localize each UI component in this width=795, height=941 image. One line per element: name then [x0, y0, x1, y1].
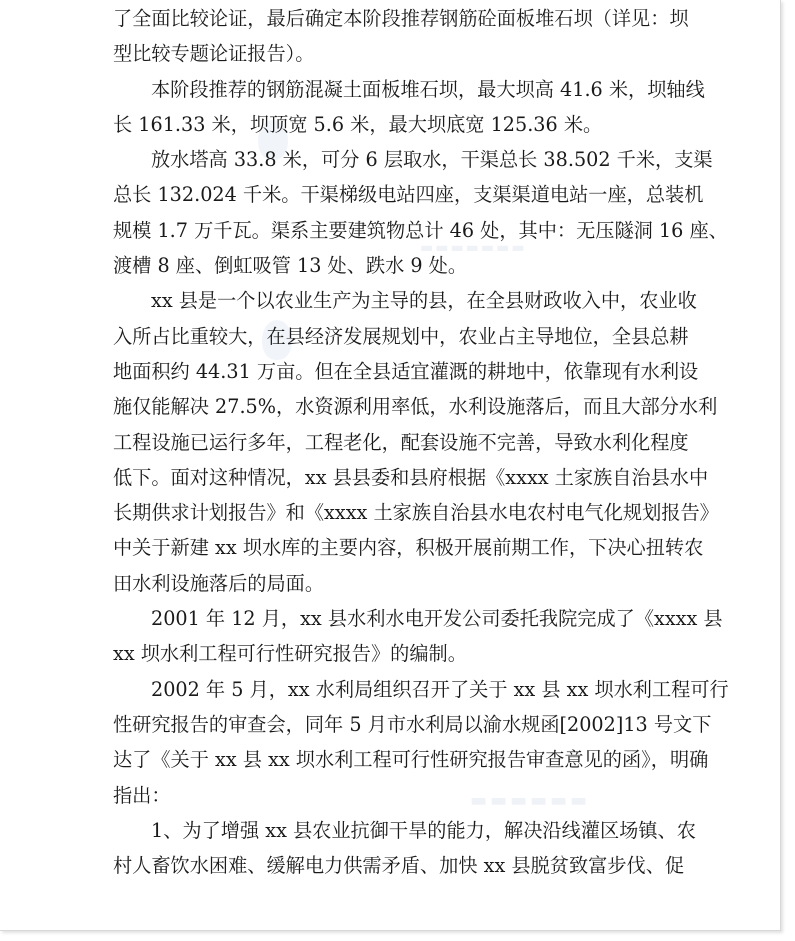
text-line: 放水塔高 33.8 米，可分 6 层取水，干渠总长 38.502 千米，支渠 [151, 148, 713, 172]
paragraph [113, 283, 723, 601]
paragraph [113, 72, 723, 143]
text-line: 型比较专题论证报告）。 [113, 42, 315, 66]
text-line: 性研究报告的审查会，同年 5 月市水利局以渝水规函[2002]13 号文下 [113, 712, 712, 736]
text-line: 村人畜饮水困难、缓解电力供需矛盾、加快 xx 县脱贫致富步伐、促 [113, 854, 685, 878]
text-line: 本阶段推荐的钢筋混凝土面板堆石坝，最大坝高 41.6 米，坝轴线 [151, 77, 705, 101]
text-line: 指出： [113, 783, 171, 807]
text-line: 渡槽 8 座、倒虹吸管 13 处、跌水 9 处。 [113, 254, 468, 278]
text-line: 规模 1.7 万千瓦。渠系主要建筑物总计 46 处，其中：无压隧洞 16 座、 [113, 218, 728, 242]
text-line: 工程设施已运行多年，工程老化，配套设施不完善，导致水利化程度 [113, 430, 689, 454]
text-line: 长 161.33 米，坝顶宽 5.6 米，最大坝底宽 125.36 米。 [113, 112, 603, 136]
text-line: 低下。面对这种情况，xx 县县委和县府根据《xxxx 土家族自治县水中 [113, 465, 709, 489]
paragraph [113, 672, 729, 813]
document-body [113, 1, 729, 883]
text-line: xx 县是一个以农业生产为主导的县，在全县财政收入中，农业收 [151, 289, 697, 313]
text-line: 田水利设施落后的局面。 [113, 571, 325, 595]
text-line: 中关于新建 xx 坝水库的主要内容，积极开展前期工作，下决心扭转农 [113, 536, 704, 560]
paragraph [113, 601, 723, 672]
text-line: 入所占比重较大，在县经济发展规划中，农业占主导地位，全县总耕 [113, 324, 689, 348]
text-line: 2001 年 12 月，xx 县水利水电开发公司委托我院完成了《xxxx 县 [151, 607, 723, 631]
text-line: 了全面比较论证，最后确定本阶段推荐钢筋砼面板堆石坝（详见：坝 [113, 7, 689, 30]
text-line: 施仅能解决 27.5%，水资源利用率低，水利设施落后，而且大部分水利 [113, 395, 718, 419]
text-line: 长期供求计划报告》和《xxxx 土家族自治县水电农村电气化规划报告》 [113, 501, 719, 525]
paragraph [113, 1, 723, 72]
paragraph [113, 813, 723, 884]
text-line: 地面积约 44.31 万亩。但在全县适宜灌溉的耕地中，依靠现有水利设 [113, 359, 699, 383]
text-line: 2002 年 5 月，xx 水利局组织召开了关于 xx 县 xx 坝水利工程可行 [151, 677, 729, 701]
paragraph [113, 142, 728, 283]
watermark-mark: ▬▬▬▬▬▬ [470, 790, 591, 811]
text-line: xx 坝水利工程可行性研究报告》的编制。 [113, 642, 467, 666]
text-line: 总长 132.024 千米。干渠梯级电站四座，支渠渠道电站一座，总装机 [113, 183, 704, 207]
watermark-mark: ▬▬▬▬▬▬▬ [420, 240, 527, 256]
text-line: 达了《关于 xx 县 xx 坝水利工程可行性研究报告审查意见的函》，明确 [113, 748, 709, 772]
text-line: 1、为了增强 xx 县农业抗御干旱的能力，解决沿线灌区场镇、农 [151, 818, 696, 842]
